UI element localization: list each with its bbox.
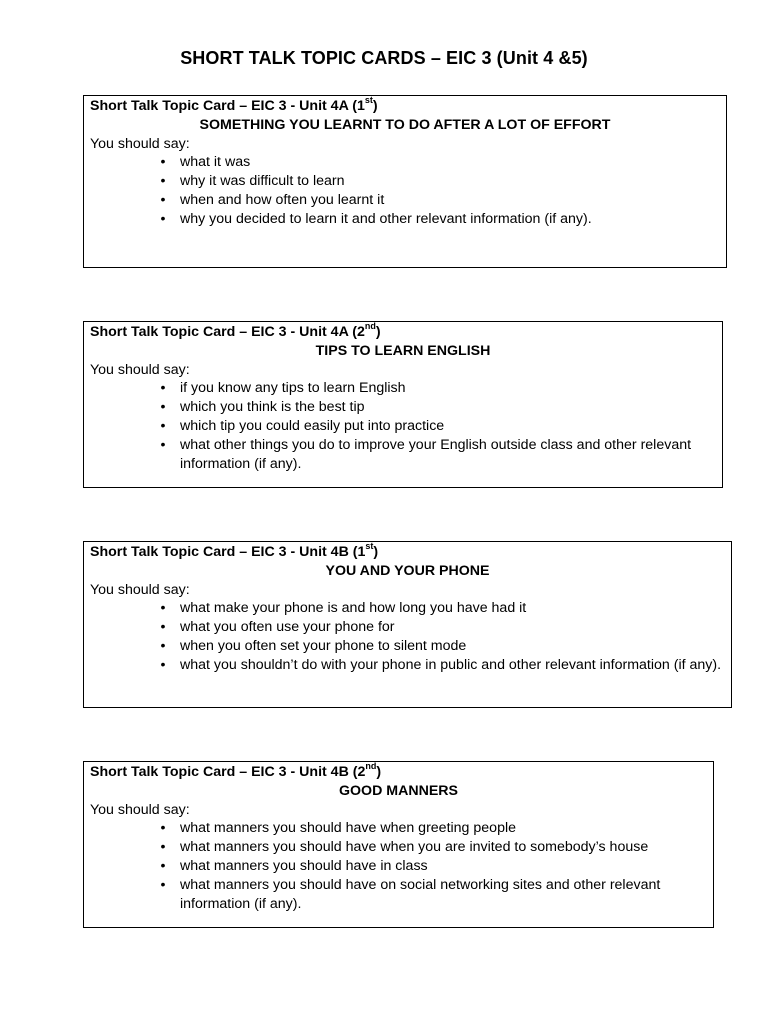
list-item-text: what it was	[180, 154, 251, 171]
card-header	[90, 543, 725, 562]
bullet-icon: •	[160, 399, 166, 416]
bullet-icon: •	[160, 417, 166, 434]
bullet-icon: •	[160, 173, 166, 190]
card-header-text: Short Talk Topic Card – EIC 3 - Unit 4A (2	[90, 324, 365, 340]
bullet-list	[90, 599, 725, 674]
bullet-list	[90, 379, 716, 473]
card-prompt: You should say:	[90, 581, 190, 598]
card-prompt: You should say:	[90, 801, 190, 818]
list-item-text: what you shouldn’t do with your phone in public and other relevant information (if any).	[180, 656, 722, 673]
card-header-close: )	[376, 764, 382, 780]
topic-card-unit-4a-2nd	[83, 321, 723, 488]
card-header-ordinal: nd	[364, 321, 376, 332]
bullet-icon: •	[160, 839, 166, 856]
list-item-text: what manners you should have in class	[180, 857, 428, 874]
card-topic: GOOD MANNERS	[338, 782, 459, 799]
list-item	[160, 436, 716, 474]
card-header-ordinal: nd	[365, 761, 377, 772]
card-topic: SOMETHING YOU LEARNT TO DO AFTER A LOT OF EFFORT	[199, 116, 611, 133]
card-header	[90, 323, 716, 342]
list-item	[160, 637, 725, 656]
bullet-icon: •	[160, 820, 166, 837]
card-header-ordinal: st	[365, 541, 374, 552]
list-item	[160, 819, 707, 838]
card-header	[90, 763, 707, 782]
page-title: SHORT TALK TOPIC CARDS – EIC 3 (Unit 4 &5)	[180, 48, 588, 68]
bullet-icon: •	[160, 876, 166, 893]
list-item-text: when you often set your phone to silent mode	[180, 637, 467, 654]
list-item	[160, 417, 716, 436]
card-header-close: )	[375, 324, 381, 340]
list-item	[160, 599, 725, 618]
bullet-icon: •	[160, 210, 166, 227]
card-topic: TIPS TO LEARN ENGLISH	[315, 342, 491, 359]
list-item	[160, 153, 720, 172]
topic-card-unit-4a-1st	[83, 95, 727, 268]
list-item	[160, 398, 716, 417]
list-item	[160, 210, 720, 229]
list-item-text: what other things you do to improve your English outside class and other relevant information (if any).	[180, 436, 692, 472]
list-item-text: which tip you could easily put into practice	[180, 417, 445, 434]
list-item-text: what make your phone is and how long you have had it	[180, 600, 527, 617]
bullet-icon: •	[160, 600, 166, 617]
list-item	[160, 838, 707, 857]
bullet-icon: •	[160, 656, 166, 673]
card-header-ordinal: st	[364, 95, 373, 106]
list-item-text: which you think is the best tip	[180, 399, 365, 416]
list-item-text: what manners you should have on social networking sites and other relevant information (if any).	[180, 876, 661, 912]
card-header-close: )	[372, 98, 378, 114]
list-item-text: what you often use your phone for	[180, 619, 395, 636]
list-item-text: what manners you should have when greeting people	[180, 820, 516, 837]
card-header-text: Short Talk Topic Card – EIC 3 - Unit 4B (2	[90, 764, 366, 780]
list-item-text: when and how often you learnt it	[180, 191, 385, 208]
list-item	[160, 172, 720, 191]
card-prompt: You should say:	[90, 361, 190, 378]
bullet-icon: •	[160, 436, 166, 453]
card-header-close: )	[373, 544, 379, 560]
list-item-text: why you decided to learn it and other relevant information (if any).	[180, 210, 592, 227]
bullet-icon: •	[160, 619, 166, 636]
bullet-icon: •	[160, 191, 166, 208]
list-item-text: why it was difficult to learn	[180, 173, 345, 190]
card-header-text: Short Talk Topic Card – EIC 3 - Unit 4B (1	[90, 544, 366, 560]
list-item	[160, 656, 725, 675]
bullet-list	[90, 153, 720, 228]
list-item	[160, 618, 725, 637]
card-header-text: Short Talk Topic Card – EIC 3 - Unit 4A (1	[90, 98, 365, 114]
list-item	[160, 857, 707, 876]
card-header	[90, 97, 720, 116]
list-item	[160, 876, 707, 914]
list-item-text: if you know any tips to learn English	[180, 380, 406, 397]
bullet-icon: •	[160, 380, 166, 397]
topic-card-unit-4b-1st	[83, 541, 732, 708]
list-item-text: what manners you should have when you are invited to somebody’s house	[180, 839, 649, 856]
list-item	[160, 379, 716, 398]
bullet-list	[90, 819, 707, 913]
card-topic: YOU AND YOUR PHONE	[325, 562, 490, 579]
topic-card-unit-4b-2nd	[83, 761, 714, 928]
bullet-icon: •	[160, 154, 166, 171]
list-item	[160, 191, 720, 210]
bullet-icon: •	[160, 857, 166, 874]
card-prompt: You should say:	[90, 135, 190, 152]
bullet-icon: •	[160, 637, 166, 654]
